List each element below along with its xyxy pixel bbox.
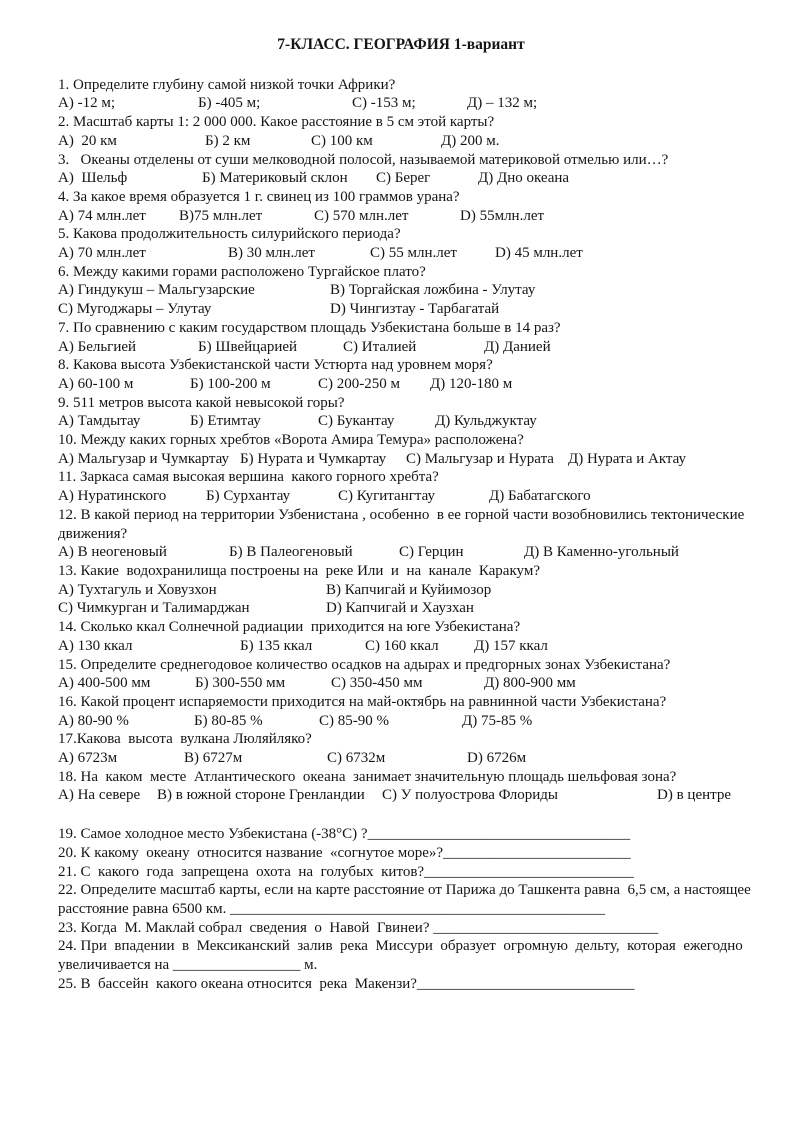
answer-option: А) 74 млн.лет: [58, 207, 146, 224]
answer-option: С) У полуострова Флориды: [382, 787, 558, 804]
answer-option: С) 160 ккал: [365, 637, 439, 654]
options-row: [58, 637, 744, 656]
question-text: 10. Между каких горных хребтов «Ворота Амира Темура» расположена?: [58, 432, 524, 449]
options-row: [58, 543, 744, 562]
answer-option: С) Мальгузар и Нурата: [406, 450, 554, 467]
question-block: [58, 937, 744, 974]
question-block: [58, 844, 744, 863]
answer-option: С) Кугитангтау: [338, 488, 436, 505]
options-row: [58, 786, 744, 805]
answer-option: Б) 300-550 мм: [195, 675, 286, 692]
answer-option: Д) В Каменно-угольный: [524, 544, 679, 561]
answer-option: Д) Дно океана: [478, 170, 570, 187]
question-text: 11. Заркаса самая высокая вершина какого горного хребта?: [58, 469, 439, 486]
options-row: [58, 712, 744, 731]
answer-option: С) 350-450 мм: [331, 675, 423, 692]
answer-option: Д) – 132 м;: [467, 95, 538, 112]
question-text: 17.Какова высота вулкана Люляйляко?: [58, 731, 312, 748]
options-row: [58, 412, 744, 431]
answer-option: А) 60-100 м: [58, 375, 134, 392]
question-text: 23. Когда М. Маклай собрал сведения о Навой Гвинеи? ______________________________: [58, 919, 659, 936]
question-block: [58, 768, 744, 805]
answer-option: С) Герцин: [399, 544, 464, 561]
options-row: [58, 487, 744, 506]
question-block: [58, 76, 744, 113]
options-row: [58, 338, 744, 357]
options-row: [58, 674, 744, 693]
options-row: [58, 599, 744, 618]
answer-option: В) Капчигай и Куйимозор: [326, 581, 492, 598]
answer-option: С) 55 млн.лет: [370, 245, 457, 262]
questions-list: [58, 76, 751, 994]
question-block: [58, 975, 744, 994]
options-row: [58, 300, 744, 319]
answer-option: А) Шельф: [58, 170, 128, 187]
answer-option: С) Чимкурган и Талимарджан: [58, 600, 250, 617]
question-text: 6. Между какими горами расположено Тургайское плато?: [58, 263, 426, 280]
question-block: [58, 562, 744, 618]
options-row: [58, 375, 744, 394]
answer-option: Б) Сурхантау: [206, 488, 291, 505]
answer-option: С) 100 км: [311, 132, 373, 149]
question-text: 15. Определите среднегодовое количество осадков на адырах и предгорных зонах Узбекистана?: [58, 656, 671, 673]
answer-option: А) -12 м;: [58, 95, 115, 112]
answer-option: А) 6723м: [58, 750, 118, 767]
answer-option: А) Тамдытау: [58, 413, 141, 430]
question-block: [58, 394, 744, 431]
question-block: [58, 263, 744, 319]
options-row: [58, 207, 744, 226]
answer-option: А) Тухтагуль и Ховузхон: [58, 581, 217, 598]
question-text: 24. При впадении в Мексиканский залив река Миссури образует огромную дельту, которая ежегодно: [58, 938, 743, 955]
options-row: [58, 244, 744, 263]
question-block: [58, 881, 751, 918]
options-row: [58, 281, 744, 300]
answer-option: В) Торгайская ложбина - Улутау: [330, 282, 536, 299]
answer-option: С) 6732м: [327, 750, 386, 767]
answer-option: С) -153 м;: [352, 95, 416, 112]
answer-option: Б) 135 ккал: [240, 637, 313, 654]
question-text: расстояние равна 6500 км. __________________________________________________: [58, 900, 606, 917]
options-row: [58, 94, 744, 113]
question-text: 4. За какое время образуется 1 г. свинец из 100 граммов урана?: [58, 188, 460, 205]
answer-option: А) Бельгией: [58, 338, 137, 355]
answer-option: А) 80-90 %: [58, 712, 129, 729]
answer-option: С) 570 млн.лет: [314, 207, 409, 224]
question-text: 12. В какой период на территории Узбенистана , особенно в ее горной части возобновились тектонические: [58, 506, 745, 523]
options-row: [58, 169, 744, 188]
answer-option: А) 20 км: [58, 132, 117, 149]
answer-option: С) 85-90 %: [319, 712, 389, 729]
question-text: 25. В бассейн какого океана относится река Макензи?_____________________________: [58, 975, 635, 992]
answer-option: Д) Данией: [484, 338, 551, 355]
question-block: [58, 863, 744, 882]
answer-option: А) Гиндукуш – Мальгузарские: [58, 282, 255, 299]
answer-option: С) Берег: [376, 170, 431, 187]
question-text: 1. Определите глубину самой низкой точки Африки?: [58, 76, 396, 93]
question-block: [58, 468, 744, 505]
question-block: [58, 356, 744, 393]
answer-option: Д) Бабатагского: [489, 488, 591, 505]
question-text: 18. На каком месте Атлантического океана занимает значительную площадь шельфовая зона?: [58, 768, 677, 785]
answer-option: Б) 100-200 м: [190, 375, 271, 392]
answer-option: Б) Материковый склон: [202, 170, 348, 187]
answer-option: А) Мальгузар и Чумкартау: [58, 450, 229, 467]
answer-option: Б) 80-85 %: [194, 712, 263, 729]
question-block: [58, 431, 744, 468]
answer-option: D) в центре: [657, 787, 732, 804]
answer-option: Б) Етимтау: [190, 413, 261, 430]
answer-option: А) 130 ккал: [58, 637, 133, 654]
question-block: [58, 113, 744, 150]
question-text: 13. Какие водохранилища построены на реке Или и на канале Каракум?: [58, 562, 540, 579]
answer-option: С) Мугоджары – Улутау: [58, 301, 212, 318]
question-block: [58, 506, 744, 562]
answer-option: Д) Кульджуктау: [435, 413, 537, 430]
answer-option: Б) В Палеогеновый: [229, 544, 353, 561]
answer-option: С) 200-250 м: [318, 375, 400, 392]
question-block: [58, 730, 744, 767]
answer-option: D) 55млн.лет: [460, 207, 545, 224]
answer-option: Б) -405 м;: [198, 95, 261, 112]
answer-option: А) На севере: [58, 787, 141, 804]
answer-option: В) 30 млн.лет: [228, 245, 315, 262]
question-text: 5. Какова продолжительность силурийского периода?: [58, 226, 401, 243]
page-title: 7-КЛАСС. ГЕОГРАФИЯ 1-вариант: [277, 36, 525, 53]
question-text: 21. С какого года запрещена охота на голубых китов?____________________________: [58, 863, 635, 880]
question-text: 20. К какому океану относится название «согнутое море»?_________________________: [58, 844, 631, 861]
question-block: [58, 825, 744, 844]
question-block: [58, 919, 744, 938]
answer-option: А) В неогеновый: [58, 544, 167, 561]
options-row: [58, 132, 744, 151]
answer-option: D) Чингизтау - Тарбагатай: [330, 301, 500, 318]
answer-option: В) 6727м: [184, 750, 243, 767]
question-text: 16. Какой процент испаряемости приходится на май-октябрь на равнинной части Узбекистана?: [58, 693, 667, 710]
question-text: движения?: [58, 525, 128, 542]
question-text: 14. Сколько ккал Солнечной радиации приходится на юге Узбекистана?: [58, 619, 521, 636]
answer-option: Б) Швейцарией: [198, 338, 298, 355]
answer-option: D) 45 млн.лет: [495, 245, 583, 262]
question-text: 2. Масштаб карты 1: 2 000 000. Какое расстояние в 5 см этой карты?: [58, 114, 495, 131]
question-text: увеличивается на _________________ м.: [58, 957, 318, 974]
answer-option: Д) 157 ккал: [474, 637, 548, 654]
answer-option: А) 70 млн.лет: [58, 245, 146, 262]
question-block: [58, 225, 744, 262]
answer-option: D) 6726м: [467, 750, 527, 767]
answer-option: Б) 2 км: [205, 132, 251, 149]
question-text: 8. Какова высота Узбекистанской части Устюрта над уровнем моря?: [58, 357, 493, 374]
answer-option: Б) Нурата и Чумкартау: [240, 450, 387, 467]
answer-option: С) Италией: [343, 338, 417, 355]
answer-option: D) Капчигай и Хаузхан: [326, 600, 474, 617]
answer-option: Д) 200 м.: [441, 132, 500, 149]
options-row: [58, 450, 744, 469]
options-row: [58, 581, 744, 600]
question-text: 7. По сравнению с каким государством площадь Узбекистана больше в 14 раз?: [58, 319, 561, 336]
question-block: [58, 693, 744, 730]
options-row: [58, 749, 744, 768]
answer-option: В) в южной стороне Гренландии: [157, 787, 365, 804]
answer-option: Д) 120-180 м: [430, 375, 513, 392]
question-block: [58, 656, 744, 693]
answer-option: В)75 млн.лет: [179, 207, 263, 224]
answer-option: Д) 75-85 %: [462, 712, 533, 729]
question-text: 19. Самое холодное место Узбекистана (-38°С) ?___________________________________: [58, 826, 631, 843]
answer-option: А) Нуратинского: [58, 488, 167, 505]
question-block: [58, 618, 744, 655]
question-text: 3. Океаны отделены от суши мелководной полосой, называемой материковой отмелью или…?: [58, 151, 669, 168]
question-block: [58, 188, 744, 225]
question-text: 22. Определите масштаб карты, если на карте расстояние от Парижа до Ташкента равна 6,5 см, а настоящее: [58, 882, 751, 899]
question-block: [58, 151, 744, 188]
answer-option: Д) 800-900 мм: [484, 675, 576, 692]
answer-option: С) Букантау: [318, 413, 395, 430]
question-block: [58, 319, 744, 356]
answer-option: Д) Нурата и Актау: [568, 450, 687, 467]
answer-option: А) 400-500 мм: [58, 675, 151, 692]
question-text: 9. 511 метров высота какой невысокой горы?: [58, 394, 345, 411]
